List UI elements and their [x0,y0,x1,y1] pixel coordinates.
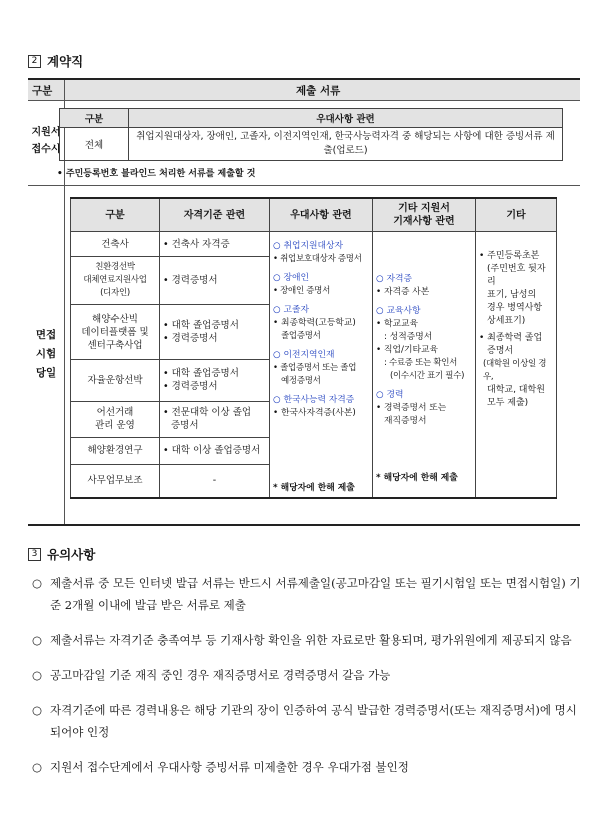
qual-line: • 경력증명서 [163,381,218,393]
header-category: 구분 [32,85,53,97]
circle-bullet-icon: ○ [32,668,43,682]
name-line: 친환경선박 [95,262,135,273]
etc-line: 대학교, 대학원 [487,385,545,395]
col-qualification: 자격기준 관련 [160,198,270,232]
list-item [32,572,582,616]
pref-detail: • 장애인 증명서 [273,286,330,296]
header-line: 기타 지원서 [398,203,450,214]
header-documents: 제출 서류 [296,85,341,97]
note-text: 제출서류 중 모든 인터넷 발급 서류는 반드시 서류제출일(공고마감일 또는 필기시험일 또는 면접시험일) 기준 2개월 이내에 발급 받은 서류로 제출 [50,576,581,612]
other-detail: : 수료증 또는 확인서 [384,357,458,368]
other-detail: (이수시간 표기 필수) [390,370,465,381]
row-label-interview [28,326,64,383]
row-name: 자율운항선박 [71,359,160,401]
header-line: 기재사항 관련 [393,216,455,227]
other-heading: ○ 교육사항 [376,305,421,316]
note-text: 공고마감일 기준 재직 중인 경우 재직증명서로 경력증명서 갈음 가능 [50,668,391,682]
etc-line: 경우 병역사항 [487,303,543,313]
name-line: (디자인) [100,288,130,299]
pref-heading: ○ 한국사능력 자격증 [273,395,355,405]
etc-line: 상세표기) [487,316,526,326]
col-etc: 기타 [476,198,557,232]
qual-line: 증명서 [171,420,199,432]
section-title-text: 계약직 [47,54,84,69]
etc-line: • 주민등록초본 [479,251,540,261]
name-line: 관리 운영 [95,420,135,432]
table-row [71,232,557,257]
circle-bullet-icon: ○ [32,703,43,717]
label-line: 접수시 [31,144,61,155]
name-line: 어선거래 [96,407,134,419]
row-qual: • 건축사 자격증 [160,232,270,257]
qual-line: • 대학 졸업증명서 [163,320,239,332]
row-name: 사무업무보조 [71,464,160,498]
pref-detail: • 최종학력(고등학교) [273,318,356,328]
row-qual: • 대학 이상 졸업증명서 [160,437,270,464]
label-line: 시험 [35,348,57,360]
pref-heading: ○ 장애인 [273,273,309,283]
pref-heading: ○ 이전지역인재 [273,350,335,360]
col-other-app [373,198,476,232]
section-number-box: 3 [28,548,41,561]
etc-line: • 최종학력 졸업 [479,333,543,343]
name-line: 센터구축사업 [87,339,143,351]
list-item [32,756,582,778]
pref-detail: • 취업보호대상자 증명서 [273,254,362,264]
etc-docs-cell [476,232,557,499]
name-line: 대체연료지원사업 [83,275,147,286]
qual-line: • 경력증명서 [163,333,218,345]
list-item [32,629,582,651]
list-item [32,699,582,743]
section-2-title [28,52,83,70]
etc-line: (대학원 이상일 경우, [483,359,547,382]
circle-bullet-icon: ○ [32,760,43,774]
row-name: 건축사 [71,232,160,257]
row-name: 해양환경연구 [71,437,160,464]
row-qual [160,359,270,401]
label-line: 당일 [35,367,57,379]
note-text: 제출서류는 자격기준 충족여부 등 기재사항 확인을 위한 자료로만 활용되며, 평가위원에게 제공되지 않음 [50,633,572,647]
pref-row-label: 전체 [60,128,129,161]
other-detail: • 자격증 사본 [376,286,430,297]
preference-table [59,108,563,161]
other-detail: : 성적증명서 [384,331,433,342]
section-3-title [28,545,95,563]
label-line: 지원서 [31,127,61,138]
row-name [71,257,160,305]
row-name [71,305,160,360]
pref-heading: ○ 취업지원대상자 [273,241,343,251]
pref-footnote: * 해당자에 한해 제출 [273,483,355,493]
circle-bullet-icon: ○ [32,576,43,590]
table-header-row [71,198,557,232]
note-text: 자격기준에 따른 경력내용은 해당 기관의 장이 인증하여 공식 발급한 경력증명서(또는 재직증명서)에 명시되어야 인정 [50,703,577,739]
pref-detail: 졸업증명서 [281,331,321,341]
row-name [71,401,160,437]
name-line: 데이터플랫폼 및 [81,326,149,338]
section-number-box: 2 [28,55,41,68]
circle-bullet-icon: ○ [32,633,43,647]
pref-heading: ○ 고졸자 [273,305,309,315]
label-line: 면접 [35,329,57,341]
pref-detail: • 한국사자격증(사본) [273,408,356,418]
row-qual: - [160,464,270,498]
other-heading: ○ 경력 [376,389,404,400]
etc-line: 표기, 남성의 [487,290,537,300]
etc-line: 모두 제출) [487,398,529,408]
pref-detail: • 졸업증명서 또는 졸업 [273,363,357,373]
pref-row-text: 취업지원대상자, 장애인, 고졸자, 이전지역인재, 한국사능력자격 중 해당되는 사항에 대한 증빙서류 제출(업로드) [129,128,563,161]
col-category: 구분 [71,198,160,232]
row-qual [160,305,270,360]
other-detail: • 직업/기타교육 [376,344,438,355]
row-qual: • 경력증명서 [160,257,270,305]
pref-detail: 예정증명서 [281,376,321,386]
qual-line: • 대학 졸업증명서 [163,368,239,380]
row-divider [28,185,580,186]
preference-docs-cell [270,232,373,499]
section-title-text: 유의사항 [47,547,96,562]
interview-documents-table [70,197,557,499]
note-text: 지원서 접수단계에서 우대사항 증빙서류 미제출한 경우 우대가점 불인정 [50,760,409,774]
other-detail: • 경력증명서 또는 [376,402,447,413]
etc-line: (주민번호 뒷자리 [487,264,546,287]
other-detail: • 학교교육 [376,318,418,329]
name-line: 해양수산빅 [92,313,138,325]
pref-header-category: 구분 [60,109,129,128]
pref-header-items: 우대사항 관련 [129,109,563,128]
etc-line: 증명서 [487,346,514,356]
notes-list [32,572,582,791]
blind-note: • 주민등록번호 블라인드 처리한 서류를 제출할 것 [57,169,256,179]
list-item [32,664,582,686]
row-qual [160,401,270,437]
qual-line: • 전문대학 이상 졸업 [163,407,252,419]
other-heading: ○ 자격증 [376,273,412,284]
other-footnote: * 해당자에 한해 제출 [376,472,458,483]
col-preference: 우대사항 관련 [270,198,373,232]
outer-table-header [28,80,580,101]
other-detail: 재직증명서 [384,415,427,426]
other-app-docs-cell [373,232,476,499]
